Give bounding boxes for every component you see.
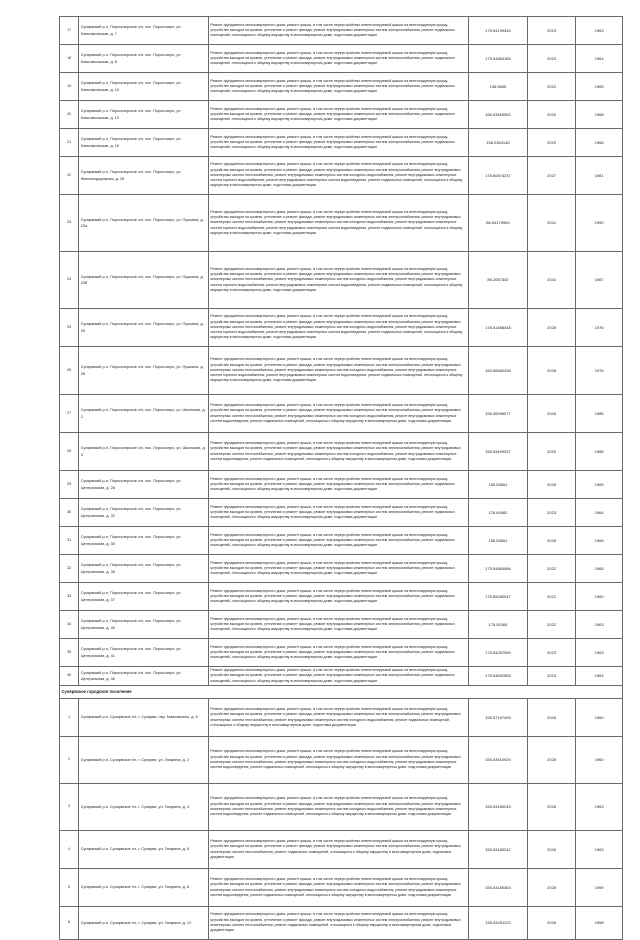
repair-year: 2026 (527, 699, 576, 737)
table-row (60, 667, 623, 686)
repair-year: 2026 (527, 471, 576, 499)
repair-year: 2020 (527, 433, 576, 471)
cost-value: 136.5805 (469, 73, 528, 101)
row-number: 4 (60, 831, 79, 869)
repair-year: 2022 (527, 555, 576, 583)
repair-works: Ремонт фундамента многоквартирного дома, ремонт крыши, в том числе переустройство невентилируемой крыши на вентилируемую крышу, устройство выходов на кровлю, утепление и ремонт фасада, ремонт внутридомовых инженерных систем электроснабжения, ремонт подвальных помещений, относящихся к общему имуществу в многоквартирном доме, подготовка документации (208, 667, 468, 686)
cost-value: 155.53499337 (469, 433, 528, 471)
build-year: 1985 (576, 395, 623, 433)
repair-works: Ремонт фундамента многоквартирного дома, ремонт крыши, в том числе переустройство невентилируемой крыши на вентилируемую крышу, устройство выходов на кровлю, утепление и ремонт фасада, ремонт внутридомовых инженерных систем электроснабжения, ремонт подвальных помещений, относящихся к общему имуществу в многоквартирном доме, подготовка документации (208, 129, 468, 157)
cost-value: 155.53180363 (469, 869, 528, 907)
repair-year: 2026 (527, 784, 576, 831)
row-number: 22 (60, 157, 79, 195)
table-row (60, 195, 623, 252)
house-address: Суоярвский р-н, Поросозерское с/п, пос. Поросозеро, ул. Центральная, д. 46 (79, 667, 209, 686)
house-address: Суоярвский р-н, Поросозерское с/п, пос. Поросозеро, ул. Школьная, д. 3 (79, 433, 209, 471)
row-number: 35 (60, 639, 79, 667)
repair-works: Ремонт фундамента многоквартирного дома, ремонт крыши, в том числе переустройство невентилируемой крыши на вентилируемую крышу, устройство выходов на кровлю, утепление и ремонт фасада, ремонт внутридомовых инженерных систем электроснабжения, ремонт внутридомовых инженерных систем теплоснабжения, ремонт подвальных помещений, относящихся к общему имуществу в многоквартирном доме, подготовка документации (208, 831, 468, 869)
row-number: 23 (60, 195, 79, 252)
house-address: Суоярвский р-н, Поросозерское с/п, пос. Поросозеро, ул. Центральная, д. 28 (79, 471, 209, 499)
build-year: 1976 (576, 309, 623, 347)
cost-value: 155.53510929 (469, 737, 528, 784)
build-year: 1965 (576, 73, 623, 101)
row-number: 3 (60, 784, 79, 831)
table-body (60, 17, 623, 940)
build-year: 1981 (576, 157, 623, 195)
table-row (60, 309, 623, 347)
cost-value: 175.54892583 (469, 667, 528, 686)
cost-value: 156.53651 (469, 527, 528, 555)
table-row (60, 395, 623, 433)
table-row (60, 611, 623, 639)
row-number: 19 (60, 73, 79, 101)
house-address: Суоярвский р-н, Поросозерское с/п, пос. Поросозеро, ул. Школьная, д. 2 (79, 395, 209, 433)
repair-works: Ремонт фундамента многоквартирного дома, ремонт крыши, в том числе переустройство невентилируемой крыши на вентилируемую крышу, устройство выходов на кровлю, утепление и ремонт фасада, ремонт внутридомовых инженерных систем электроснабжения, ремонт внутридомовых инженерных систем теплоснабжения, ремонт внутридомовых инженерных систем холодного водоснабжения, ремонт внутридомовых инженерных систем водоотведения, ремонт подвальных помещений, относящихся к общему имуществу в многоквартирном доме, подготовка документации (208, 869, 468, 907)
repair-works: Ремонт фундамента многоквартирного дома, ремонт крыши, в том числе переустройство невентилируемой крыши на вентилируемую крышу, устройство выходов на кровлю, утепление и ремонт фасада, ремонт внутридомовых инженерных систем электроснабжения, ремонт внутридомовых инженерных систем теплоснабжения, ремонт внутридомовых инженерных систем холодного водоснабжения, ремонт внутридомовых инженерных систем водоотведения, ремонт подвальных помещений, относящихся к общему имуществу в многоквартирном доме, подготовка документации (208, 433, 468, 471)
cost-value: 178.60874237 (469, 157, 528, 195)
row-number: 27 (60, 395, 79, 433)
house-address: Суоярвский р-н, Поросозерское с/п, пос. Поросозеро, ул. Центральная, д. 41 (79, 639, 209, 667)
repair-year: 2026 (527, 907, 576, 940)
row-number: 36 (60, 667, 79, 686)
row-number: 18 (60, 45, 79, 73)
cost-value: 175.54199344 (469, 17, 528, 45)
table-row (60, 869, 623, 907)
repair-works: Ремонт фундамента многоквартирного дома, ремонт крыши, в том числе переустройство невентилируемой крыши на вентилируемую крышу, устройство выходов на кровлю, утепление и ремонт фасада, ремонт внутридомовых инженерных систем электроснабжения, ремонт подвальных помещений, относящихся к общему имуществу в многоквартирном доме, подготовка документации (208, 527, 468, 555)
build-year: 1965 (576, 471, 623, 499)
build-year: 1964 (576, 499, 623, 527)
row-number: 26 (60, 347, 79, 395)
build-year: 1960 (576, 699, 623, 737)
build-year: 1968 (576, 129, 623, 157)
build-year: 1963 (576, 611, 623, 639)
table-row (60, 499, 623, 527)
repair-year: 2026 (527, 831, 576, 869)
row-number: 25 (60, 309, 79, 347)
house-address: Суоярвский р-н, Суоярвское г/п, г. Суоярви, ул. Гагарина, д. 8 (79, 869, 209, 907)
repair-works: Ремонт фундамента многоквартирного дома, ремонт крыши, в том числе переустройство невентилируемой крыши на вентилируемую крышу, устройство выходов на кровлю, утепление и ремонт фасада, ремонт внутридомовых инженерных систем электроснабжения, ремонт подвальных помещений, относящихся к общему имуществу в многоквартирном доме, подготовка документации (208, 45, 468, 73)
table-row (60, 433, 623, 471)
build-year: 1960 (576, 737, 623, 784)
row-number: 30 (60, 499, 79, 527)
repair-year: 2041 (527, 252, 576, 309)
cost-value: 175.54257089 (469, 639, 528, 667)
row-number: 6 (60, 907, 79, 940)
cost-value: 153.90682435 (469, 347, 528, 395)
row-number: 29 (60, 471, 79, 499)
repair-works: Ремонт фундамента многоквартирного дома, ремонт крыши, в том числе переустройство невентилируемой крыши на вентилируемую крышу, устройство выходов на кровлю, утепление и ремонт фасада, ремонт внутридомовых инженерных систем электроснабжения, ремонт внутридомовых инженерных систем теплоснабжения, ремонт внутридомовых инженерных систем холодного водоснабжения, ремонт внутридомовых инженерных систем горячего водоснабжения, ремонт внутридомовых инженерных систем водоотведения, ремонт подвальных помещений, относящихся к общему имуществу в многоквартирном доме, подготовка документации (208, 195, 468, 252)
build-year: 1990 (576, 195, 623, 252)
row-number: 24 (60, 252, 79, 309)
table-row (60, 73, 623, 101)
cost-value: 175.54884086 (469, 555, 528, 583)
house-address: Суоярвский р-н, Суоярвское г/п, г. Суоярви, ул. Гагарина, д. 6 (79, 831, 209, 869)
table-row (60, 831, 623, 869)
repair-works: Ремонт фундамента многоквартирного дома, ремонт крыши, в том числе переустройство невентилируемой крыши на вентилируемую крышу, устройство выходов на кровлю, утепление и ремонт фасада, ремонт внутридомовых инженерных систем электроснабжения, ремонт внутридомовых инженерных систем теплоснабжения, ремонт подвальных помещений, относящихся к общему имуществу в многоквартирном доме, подготовка документации (208, 907, 468, 940)
row-number: 21 (60, 129, 79, 157)
build-year: 1963 (576, 784, 623, 831)
table-row (60, 583, 623, 611)
build-year: 1963 (576, 17, 623, 45)
repair-year: 2026 (527, 737, 576, 784)
repair-works: Ремонт фундамента многоквартирного дома, ремонт крыши, в том числе переустройство невентилируемой крыши на вентилируемую крышу, устройство выходов на кровлю, утепление и ремонт фасада, ремонт внутридомовых инженерных систем электроснабжения, ремонт подвальных помещений, относящихся к общему имуществу в многоквартирном доме, подготовка документации (208, 611, 468, 639)
row-number: 28 (60, 433, 79, 471)
repair-works: Ремонт фундамента многоквартирного дома, ремонт крыши, в том числе переустройство невентилируемой крыши на вентилируемую крышу, устройство выходов на кровлю, утепление и ремонт фасада, ремонт внутридомовых инженерных систем электроснабжения, ремонт подвальных помещений, относящихся к общему имуществу в многоквартирном доме, подготовка документации (208, 471, 468, 499)
repair-works: Ремонт фундамента многоквартирного дома, ремонт крыши, в том числе переустройство невентилируемой крыши на вентилируемую крышу, устройство выходов на кровлю, утепление и ремонт фасада, ремонт внутридомовых инженерных систем электроснабжения, ремонт внутридомовых инженерных систем теплоснабжения, ремонт внутридомовых инженерных систем холодного водоснабжения, ремонт внутридомовых инженерных систем горячего водоснабжения, ремонт внутридомовых инженерных систем водоотведения, ремонт подвальных помещений, относящихся к общему имуществу в многоквартирном доме, подготовка документации (208, 347, 468, 395)
repair-year: 2028 (527, 347, 576, 395)
cost-value: 155.53651 (469, 471, 528, 499)
cost-value: 155.53180245 (469, 784, 528, 831)
build-year: 1976 (576, 347, 623, 395)
house-address: Суоярвский р-н, Поросозерское с/п, пос. Поросозеро, ул. Комсомольская, д. 16 (79, 129, 209, 157)
row-number: 5 (60, 869, 79, 907)
house-address: Суоярвский р-н, Суоярвское г/п, г. Суоярви, ул. Гагарина, д. 4 (79, 784, 209, 831)
house-address: Суоярвский р-н, Поросозерское с/п, пос. Поросозеро, ул. Пушкина, д. 26 (79, 347, 209, 395)
row-number: 17 (60, 17, 79, 45)
house-address: Суоярвский р-н, Поросозерское с/п, пос. Поросозеро, ул. Центральная, д. 37 (79, 583, 209, 611)
repair-year: 2020 (527, 101, 576, 129)
repair-year: 2022 (527, 73, 576, 101)
repair-year: 2027 (527, 157, 576, 195)
house-address: Суоярвский р-н, Поросозерское с/п, пос. Поросозеро, ул. Центральная, д. 32 (79, 499, 209, 527)
table-row (60, 907, 623, 940)
build-year: 1987 (576, 252, 623, 309)
table-row (60, 639, 623, 667)
repair-year: 2041 (527, 195, 576, 252)
row-number: 20 (60, 101, 79, 129)
repair-works: Ремонт фундамента многоквартирного дома, ремонт крыши, в том числе переустройство невентилируемой крыши на вентилируемую крышу, устройство выходов на кровлю, утепление и ремонт фасада, ремонт внутридомовых инженерных систем электроснабжения, ремонт внутридомовых инженерных систем теплоснабжения, ремонт внутридомовых инженерных систем холодного водоснабжения, ремонт внутридомовых инженерных систем водоотведения, ремонт подвальных помещений, относящихся к общему имуществу в многоквартирном доме, подготовка документации (208, 395, 468, 433)
cost-value: 155.57197494 (469, 699, 528, 737)
repair-year: 2023 (527, 639, 576, 667)
build-year: 1985 (576, 433, 623, 471)
repair-works: Ремонт фундамента многоквартирного дома, ремонт крыши, в том числе переустройство невентилируемой крыши на вентилируемую крышу, устройство выходов на кровлю, утепление и ремонт фасада, ремонт внутридомовых инженерных систем электроснабжения, ремонт подвальных помещений, относящихся к общему имуществу в многоквартирном доме, подготовка документации (208, 499, 468, 527)
repair-works: Ремонт фундамента многоквартирного дома, ремонт крыши, в том числе переустройство невентилируемой крыши на вентилируемую крышу, устройство выходов на кровлю, утепление и ремонт фасада, ремонт внутридомовых инженерных систем электроснабжения, ремонт подвальных помещений, относящихся к общему имуществу в многоквартирном доме, подготовка документации (208, 583, 468, 611)
cost-value: 155.53251123 (469, 907, 528, 940)
table-row (60, 45, 623, 73)
repair-works: Ремонт фундамента многоквартирного дома, ремонт крыши, в том числе переустройство невентилируемой крыши на вентилируемую крышу, устройство выходов на кровлю, утепление и ремонт фасада, ремонт внутридомовых инженерных систем электроснабжения, ремонт подвальных помещений, относящихся к общему имуществу в многоквартирном доме, подготовка документации (208, 639, 468, 667)
row-number: 34 (60, 611, 79, 639)
repair-works: Ремонт фундамента многоквартирного дома, ремонт крыши, в том числе переустройство невентилируемой крыши на вентилируемую крышу, устройство выходов на кровлю, утепление и ремонт фасада, ремонт внутридомовых инженерных систем электроснабжения, ремонт внутридомовых инженерных систем теплоснабжения, ремонт внутридомовых инженерных систем холодного водоснабжения, ремонт внутридомовых инженерных систем водоотведения, ремонт подвальных помещений, относящихся к общему имуществу в многоквартирном доме, подготовка документации (208, 737, 468, 784)
house-address: Суоярвский р-н, Поросозерское с/п, пос. Поросозеро, ул. Центральная, д. 36 (79, 555, 209, 583)
row-number: 32 (60, 555, 79, 583)
cost-value: 178.61488448 (469, 309, 528, 347)
build-year: 1958 (576, 907, 623, 940)
repair-year: 2023 (527, 667, 576, 686)
repair-works: Ремонт фундамента многоквартирного дома, ремонт крыши, в том числе переустройство невентилируемой крыши на вентилируемую крышу, устройство выходов на кровлю, утепление и ремонт фасада, ремонт внутридомовых инженерных систем электроснабжения, ремонт подвальных помещений, относящихся к общему имуществу в многоквартирном доме, подготовка документации (208, 555, 468, 583)
build-year: 1959 (576, 869, 623, 907)
cost-value: 86.2087342 (469, 252, 528, 309)
build-year: 1960 (576, 583, 623, 611)
repair-year: 2026 (527, 309, 576, 347)
repair-works: Ремонт фундамента многоквартирного дома, ремонт крыши, в том числе переустройство невентилируемой крыши на вентилируемую крышу, устройство выходов на кровлю, утепление и ремонт фасада, ремонт внутридомовых инженерных систем электроснабжения, ремонт внутридомовых инженерных систем теплоснабжения, ремонт внутридомовых инженерных систем холодного водоснабжения, ремонт подвальных помещений, относящихся к общему имуществу в многоквартирном доме, подготовка документации (208, 699, 468, 737)
cost-value: 175.54365 (469, 611, 528, 639)
repair-year: 2023 (527, 45, 576, 73)
house-address: Суоярвский р-н, Поросозерское с/п, пос. Поросозеро, ул. Железнодорожная, д. 25 (79, 157, 209, 195)
table-row (60, 555, 623, 583)
house-address: Суоярвский р-н, Поросозерское с/п, пос. Поросозеро, ул. Пушкина, д. 23б (79, 252, 209, 309)
cost-value: 156.35396077 (469, 395, 528, 433)
house-address: Суоярвский р-н, Поросозерское с/п, пос. Поросозеро, ул. Комсомольская, д. 8 (79, 45, 209, 73)
repair-works: Ремонт фундамента многоквартирного дома, ремонт крыши, в том числе переустройство невентилируемой крыши на вентилируемую крышу, устройство выходов на кровлю, утепление и ремонт фасада, ремонт внутридомовых инженерных систем электроснабжения, ремонт внутридомовых инженерных систем теплоснабжения, ремонт внутридомовых инженерных систем холодного водоснабжения, ремонт внутридомовых инженерных систем горячего водоснабжения, ремонт внутридомовых инженерных систем водоотведения, ремонт подвальных помещений, относящихся к общему имуществу в многоквартирном доме, подготовка документации (208, 309, 468, 347)
house-address: Суоярвский р-н, Поросозерское с/п, пос. Поросозеро, ул. Центральная, д. 40 (79, 611, 209, 639)
build-year: 1964 (576, 667, 623, 686)
build-year: 1964 (576, 45, 623, 73)
table-row (60, 157, 623, 195)
row-number: 1 (60, 699, 79, 737)
repair-works: Ремонт фундамента многоквартирного дома, ремонт крыши, в том числе переустройство невентилируемой крыши на вентилируемую крышу, устройство выходов на кровлю, утепление и ремонт фасада, ремонт внутридомовых инженерных систем электроснабжения, ремонт подвальных помещений, относящихся к общему имуществу в многоквартирном доме, подготовка документации (208, 101, 468, 129)
house-address: Суоярвский р-н, Поросозерское с/п, пос. Поросозеро, ул. Центральная, д. 35 (79, 527, 209, 555)
table-row (60, 129, 623, 157)
row-number: 33 (60, 583, 79, 611)
cost-value: 176.64082 (469, 499, 528, 527)
house-address: Суоярвский р-н, Поросозерское с/п, пос. Поросозеро, ул. Пушкина, д. 25 (79, 309, 209, 347)
table-row (60, 347, 623, 395)
repair-works: Ремонт фундамента многоквартирного дома, ремонт крыши, в том числе переустройство невентилируемой крыши на вентилируемую крышу, устройство выходов на кровлю, утепление и ремонт фасада, ремонт внутридомовых инженерных систем электроснабжения, ремонт подвальных помещений, относящихся к общему имуществу в многоквартирном доме, подготовка документации (208, 73, 468, 101)
repair-works: Ремонт фундамента многоквартирного дома, ремонт крыши, в том числе переустройство невентилируемой крыши на вентилируемую крышу, устройство выходов на кровлю, утепление и ремонт фасада, ремонт внутридомовых инженерных систем электроснабжения, ремонт подвальных помещений, относящихся к общему имуществу в многоквартирном доме, подготовка документации (208, 17, 468, 45)
cost-value: 175.54884189 (469, 45, 528, 73)
house-address: Суоярвский р-н, Поросозерское с/п, пос. Поросозеро, ул. Комсомольская, д. 12 (79, 101, 209, 129)
table-row (60, 737, 623, 784)
house-address: Суоярвский р-н, Суоярвское г/п, г. Суоярви, пер. Маяковского, д. 5 (79, 699, 209, 737)
repair-year: 2029 (527, 129, 576, 157)
repair-works: Ремонт фундамента многоквартирного дома, ремонт крыши, в том числе переустройство невентилируемой крыши на вентилируемую крышу, устройство выходов на кровлю, утепление и ремонт фасада, ремонт внутридомовых инженерных систем электроснабжения, ремонт внутридомовых инженерных систем теплоснабжения, ремонт внутридомовых инженерных систем холодного водоснабжения, ремонт внутридомовых инженерных систем горячего водоснабжения, ремонт внутридомовых инженерных систем водоотведения, ремонт подвальных помещений, относящихся к общему имуществу в многоквартирном доме, подготовка документации (208, 157, 468, 195)
build-year: 1968 (576, 101, 623, 129)
repair-year: 2026 (527, 395, 576, 433)
section-row (60, 686, 623, 699)
build-year: 1963 (576, 639, 623, 667)
repair-year: 2022 (527, 611, 576, 639)
repair-works: Ремонт фундамента многоквартирного дома, ремонт крыши, в том числе переустройство невентилируемой крыши на вентилируемую крышу, устройство выходов на кровлю, утепление и ремонт фасада, ремонт внутридомовых инженерных систем электроснабжения, ремонт внутридомовых инженерных систем теплоснабжения, ремонт внутридомовых инженерных систем холодного водоснабжения, ремонт внутридомовых инженерных систем водоотведения, ремонт подвальных помещений, относящихся к общему имуществу в многоквартирном доме, подготовка документации (208, 784, 468, 831)
repair-works: Ремонт фундамента многоквартирного дома, ремонт крыши, в том числе переустройство невентилируемой крыши на вентилируемую крышу, устройство выходов на кровлю, утепление и ремонт фасада, ремонт внутридомовых инженерных систем электроснабжения, ремонт внутридомовых инженерных систем теплоснабжения, ремонт внутридомовых инженерных систем холодного водоснабжения, ремонт внутридомовых инженерных систем горячего водоснабжения, ремонт внутридомовых инженерных систем водоотведения, ремонт подвальных помещений, относящихся к общему имуществу в многоквартирном доме, подготовка документации (208, 252, 468, 309)
table-row (60, 527, 623, 555)
table-row (60, 101, 623, 129)
repair-year: 2023 (527, 499, 576, 527)
cost-value: 156.53469962 (469, 101, 528, 129)
table-row (60, 784, 623, 831)
section-title: Суоярвское городское поселение (60, 686, 623, 699)
build-year: 1966 (576, 527, 623, 555)
row-number: 2 (60, 737, 79, 784)
house-address: Суоярвский р-н, Поросозерское с/п, пос. Поросозеро, ул. Комсомольская, д. 10 (79, 73, 209, 101)
repair-year: 2023 (527, 17, 576, 45)
table-row (60, 252, 623, 309)
repair-year: 2026 (527, 869, 576, 907)
house-address: Суоярвский р-н, Суоярвское г/п, г. Суоярви, ул. Гагарина, д. 12 (79, 907, 209, 940)
cost-value: 175.55280047 (469, 583, 528, 611)
house-address: Суоярвский р-н, Суоярвское г/п, г. Суоярви, ул. Гагарина, д. 2 (79, 737, 209, 784)
repair-year: 2026 (527, 527, 576, 555)
table-row (60, 699, 623, 737)
house-address: Суоярвский р-н, Поросозерское с/п, пос. Поросозеро, ул. Комсомольская, д. 7 (79, 17, 209, 45)
housing-program-table (59, 16, 623, 940)
build-year: 1965 (576, 555, 623, 583)
cost-value: 86.54170963 (469, 195, 528, 252)
cost-value: 156.2364146 (469, 129, 528, 157)
table-row (60, 17, 623, 45)
cost-value: 155.53180242 (469, 831, 528, 869)
table-row (60, 471, 623, 499)
build-year: 1963 (576, 831, 623, 869)
house-address: Суоярвский р-н, Поросозерское с/п, пос. Поросозеро, ул. Пушкина, д. 23а (79, 195, 209, 252)
repair-year: 2021 (527, 583, 576, 611)
row-number: 31 (60, 527, 79, 555)
